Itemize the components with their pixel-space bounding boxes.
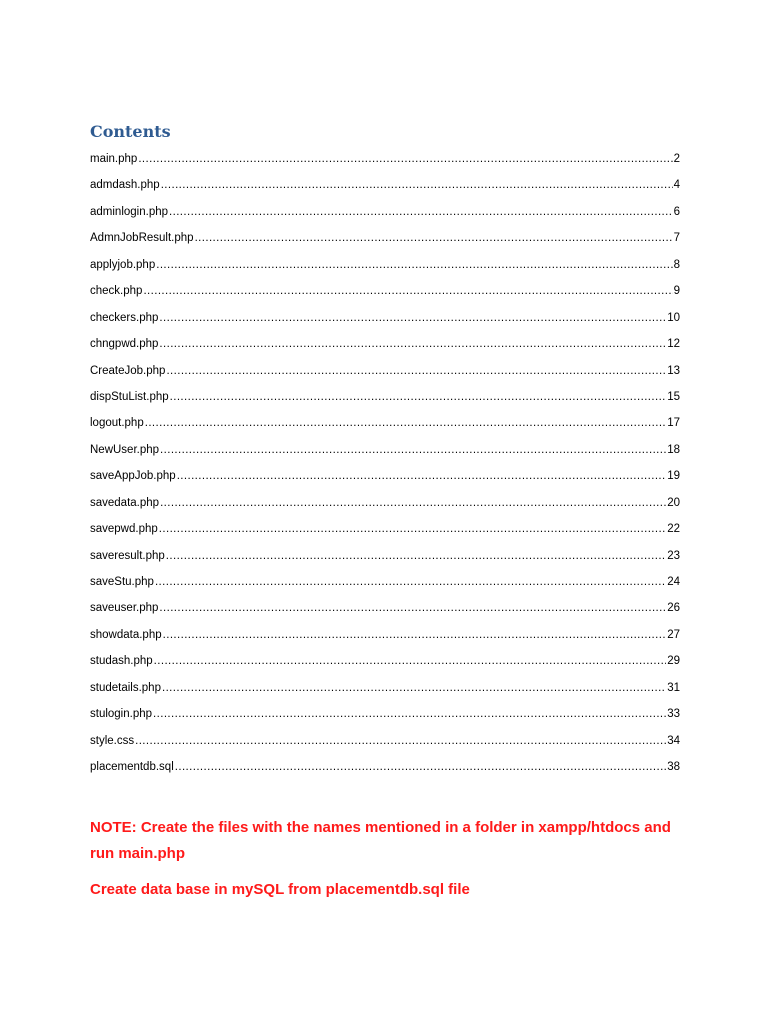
toc-entry-name: applyjob.php [90, 258, 156, 271]
toc-entry-name: saveresult.php [90, 549, 165, 562]
toc-dot-leader [161, 172, 673, 198]
toc-entry-name: saveuser.php [90, 602, 159, 615]
toc-entry[interactable] [90, 305, 680, 331]
toc-dot-leader [159, 516, 666, 542]
toc-dot-leader [153, 701, 666, 727]
toc-dot-leader [159, 595, 666, 621]
toc-entry-name: AdmnJobResult.php [90, 232, 194, 245]
toc-entry[interactable] [90, 754, 680, 780]
toc-dot-leader [195, 225, 673, 251]
toc-entry-name: style.css [90, 734, 135, 747]
toc-entry[interactable] [90, 172, 680, 198]
toc-dot-leader [160, 437, 666, 463]
toc-entry-page: 13 [667, 364, 680, 377]
toc-dot-leader [159, 331, 666, 357]
toc-entry-name: CreateJob.php [90, 364, 166, 377]
toc-entry-page: 12 [667, 338, 680, 351]
toc-dot-leader [169, 199, 673, 225]
toc-dot-leader [175, 754, 666, 780]
toc-entry-page: 31 [667, 681, 680, 694]
toc-entry[interactable] [90, 701, 680, 727]
toc-entry[interactable] [90, 252, 680, 278]
toc-entry-name: saveAppJob.php [90, 470, 176, 483]
toc-entry-name: logout.php [90, 417, 144, 430]
toc-dot-leader [166, 358, 666, 384]
toc-entry[interactable] [90, 728, 680, 754]
toc-entry-page: 24 [667, 576, 680, 588]
toc-entry-name: dispStuList.php [90, 390, 169, 403]
toc-entry-page: 9 [673, 285, 680, 298]
toc-entry-name: main.php [90, 153, 138, 165]
toc-entry-page: 27 [667, 628, 680, 641]
toc-entry[interactable] [90, 225, 680, 251]
toc-entry-page: 10 [667, 311, 680, 324]
toc-entry-name: showdata.php [90, 628, 162, 641]
toc-entry-name: NewUser.php [90, 443, 160, 456]
toc-entry[interactable] [90, 648, 680, 674]
toc-dot-leader [155, 569, 666, 595]
toc-entry-name: chngpwd.php [90, 338, 159, 351]
toc-dot-leader [170, 384, 667, 410]
toc-entry-name: stulogin.php [90, 708, 153, 721]
toc-entry-page: 34 [667, 734, 680, 747]
toc-entry-page: 15 [667, 390, 680, 403]
toc-dot-leader [154, 648, 667, 674]
toc-entry-page: 20 [667, 496, 680, 509]
toc-entry-name: studetails.php [90, 681, 161, 694]
toc-dot-leader [160, 490, 666, 516]
toc-entry[interactable] [90, 278, 680, 304]
toc-entry[interactable] [90, 331, 680, 357]
toc-entry-page: 2 [673, 153, 680, 165]
toc-entry[interactable] [90, 516, 680, 542]
toc-entry[interactable] [90, 410, 680, 436]
toc-entry-name: check.php [90, 285, 143, 298]
toc-entry-name: admdash.php [90, 179, 160, 192]
toc-entry-name: savepwd.php [90, 523, 158, 536]
toc-entry-name: placementdb.sql [90, 761, 174, 774]
toc-dot-leader [159, 305, 666, 331]
toc-entry-page: 6 [673, 205, 680, 218]
toc-entry[interactable] [90, 384, 680, 410]
toc-dot-leader [135, 728, 666, 754]
toc-entry-page: 17 [667, 417, 680, 430]
toc-entry-name: studash.php [90, 655, 153, 668]
toc-entry[interactable] [90, 569, 680, 595]
toc-entry-page: 19 [667, 470, 680, 483]
toc-entry[interactable] [90, 543, 680, 569]
toc-entry[interactable] [90, 358, 680, 384]
toc-entry[interactable] [90, 622, 680, 648]
toc-entry-page: 29 [667, 655, 680, 668]
toc-entry-page: 26 [667, 602, 680, 615]
toc-dot-leader [145, 410, 666, 436]
table-of-contents [90, 146, 680, 781]
toc-entry[interactable] [90, 463, 680, 489]
toc-entry-page: 33 [667, 708, 680, 721]
toc-dot-leader [166, 543, 666, 569]
toc-dot-leader [163, 622, 667, 648]
note-database: Create data base in mySQL from placementdb.sql file [90, 881, 470, 898]
toc-entry-page: 7 [673, 232, 680, 245]
toc-entry-name: saveStu.php [90, 576, 154, 588]
toc-dot-leader [177, 463, 667, 489]
toc-entry[interactable] [90, 199, 680, 225]
toc-entry-page: 38 [667, 761, 680, 774]
toc-dot-leader [162, 675, 666, 701]
toc-entry-name: savedata.php [90, 496, 160, 509]
toc-entry-name: checkers.php [90, 311, 159, 324]
toc-entry[interactable] [90, 146, 680, 172]
toc-entry-page: 22 [667, 523, 680, 536]
toc-dot-leader [138, 146, 672, 172]
toc-entry-page: 8 [673, 258, 680, 271]
toc-entry-page: 18 [667, 443, 680, 456]
toc-entry-page: 23 [667, 549, 680, 562]
toc-entry[interactable] [90, 675, 680, 701]
toc-entry[interactable] [90, 490, 680, 516]
toc-entry-name: adminlogin.php [90, 205, 169, 218]
toc-dot-leader [143, 278, 672, 304]
toc-entry[interactable] [90, 595, 680, 621]
toc-heading: Contents [90, 122, 171, 141]
note-instructions: NOTE: Create the files with the names mentioned in a folder in xampp/htdocs and run main.php [90, 819, 671, 862]
toc-entry[interactable] [90, 437, 680, 463]
toc-entry-page: 4 [673, 179, 680, 192]
toc-dot-leader [156, 252, 672, 278]
